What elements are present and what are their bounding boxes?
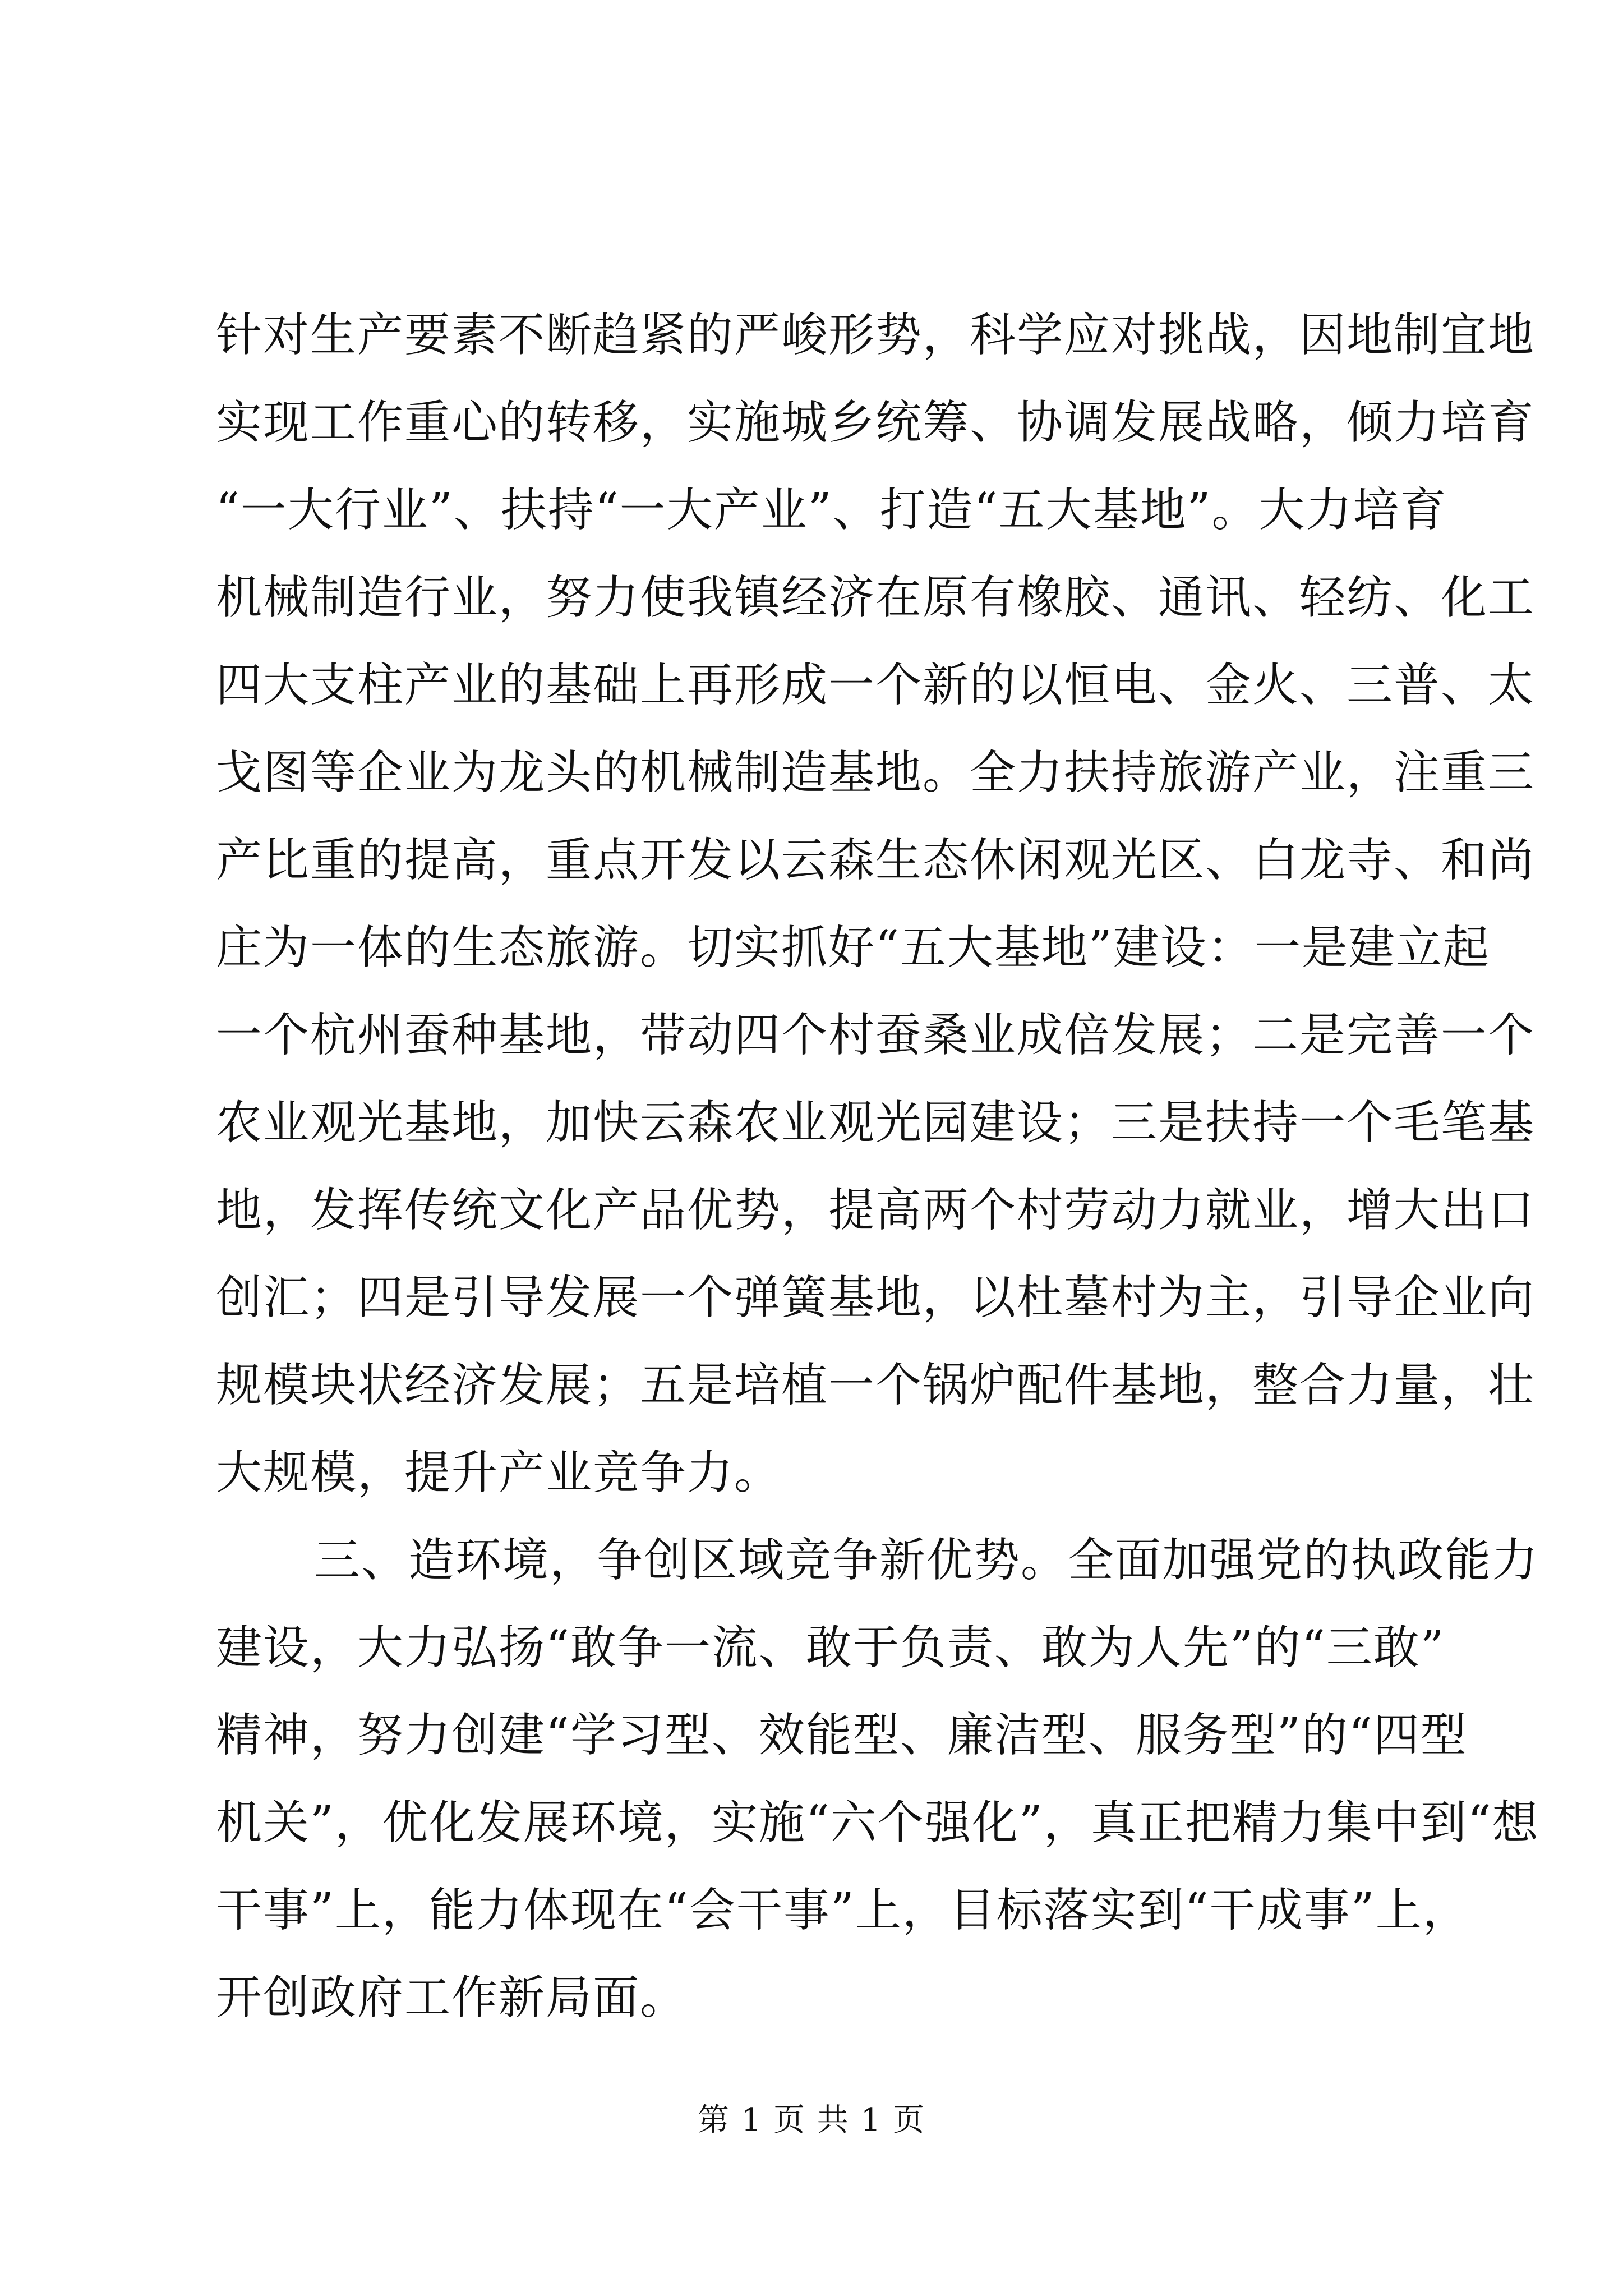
text-line: 机械制造行业，努力使我镇经济在原有橡胶、通讯、轻纺、化工: [216, 571, 1536, 624]
text-line: 戈图等企业为龙头的机械制造基地。全力扶持旅游产业，注重三: [216, 746, 1536, 799]
text-line: 实现工作重心的转移，实施城乡统筹、协调发展战略，倾力培育: [216, 396, 1536, 449]
text-line: 规模块状经济发展；五是培植一个锅炉配件基地，整合力量，壮: [216, 1359, 1536, 1412]
paragraph-1: [216, 292, 1536, 1517]
text-line: 庄为一体的生态旅游。切实抓好“五大基地”建设：一是建立起: [216, 921, 1490, 974]
text-line: 产比重的提高，重点开发以云森生态休闲观光区、白龙寺、和尚: [216, 834, 1536, 887]
text-line: 精神，努力创建“学习型、效能型、廉洁型、服务型”的“四型: [216, 1709, 1468, 1762]
text-line: 机关”，优化发展环境，实施“六个强化”，真正把精力集中到“想: [216, 1796, 1539, 1849]
text-line: 开创政府工作新局面。: [216, 1971, 688, 2024]
paragraph-2: [216, 1517, 1539, 2042]
text-line: 大规模，提升产业竞争力。: [216, 1446, 782, 1499]
page-number-footer: 第 1 页 共 1 页: [697, 2102, 926, 2138]
text-line: 农业观光基地，加快云森农业观光园建设；三是扶持一个毛笔基: [216, 1096, 1536, 1149]
text-line: 一个杭州蚕种基地，带动四个村蚕桑业成倍发展；二是完善一个: [216, 1009, 1536, 1062]
body-text: [216, 292, 1539, 2042]
text-line: 四大支柱产业的基础上再形成一个新的以恒电、金火、三普、太: [216, 659, 1536, 712]
text-line: 地，发挥传统文化产品优势，提高两个村劳动力就业，增大出口: [216, 1184, 1536, 1237]
text-line: 创汇；四是引导发展一个弹簧基地，以杜墓村为主，引导企业向: [216, 1271, 1536, 1324]
text-line: “一大行业”、扶持“一大产业”、打造“五大基地”。大力培育: [216, 484, 1447, 537]
text-line: 三、造环境，争创区域竞争新优势。全面加强党的执政能力: [314, 1534, 1539, 1587]
text-line: 干事”上，能力体现在“会干事”上，目标落实到“干成事”上，: [216, 1884, 1470, 1937]
text-line: 针对生产要素不断趋紧的严峻形势，科学应对挑战，因地制宜地: [216, 309, 1536, 362]
text-line: 建设，大力弘扬“敢争一流、敢于负责、敢为人先”的“三敢”: [216, 1621, 1445, 1674]
